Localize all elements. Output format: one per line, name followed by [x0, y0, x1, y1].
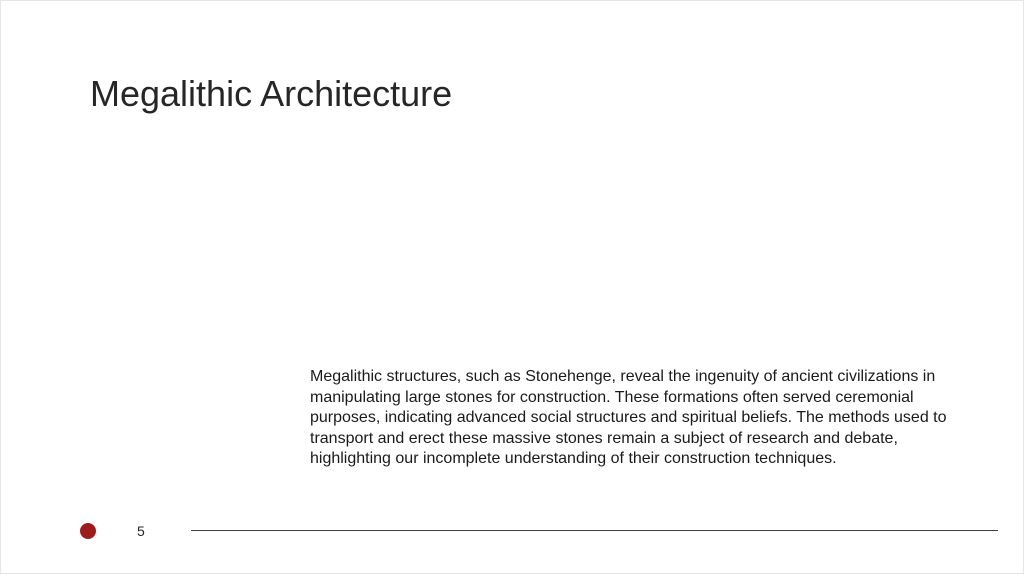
accent-dot-icon	[80, 523, 96, 539]
page-number: 5	[137, 523, 145, 539]
footer-divider	[191, 530, 998, 531]
slide-title: Megalithic Architecture	[90, 73, 453, 114]
slide-body-text: Megalithic structures, such as Stonehenge, reveal the ingenuity of ancient civilizations in manipulating large stones for construction. These formations often served ceremonial purposes, indicating advanced social structures and spiritual beliefs. The methods used to transport and erect these massive stones remain a subject of research and debate, highlighting our incomplete understanding of their construction techniques.	[310, 368, 947, 468]
